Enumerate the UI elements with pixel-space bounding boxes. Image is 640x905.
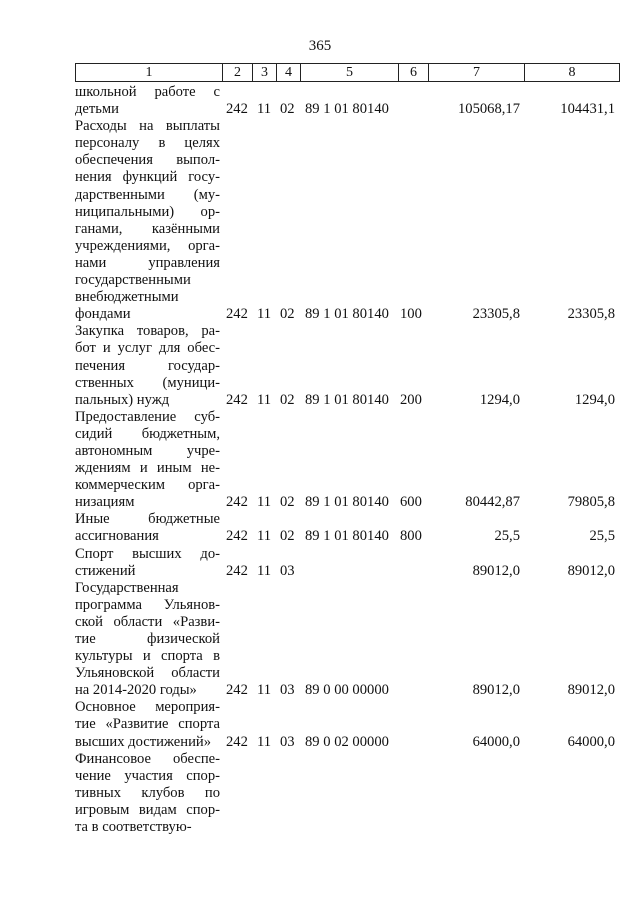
description-line: тие физической bbox=[75, 631, 220, 647]
description-line: чение участия спор- bbox=[75, 767, 220, 784]
description-line: внебюджетными bbox=[75, 289, 179, 306]
description-line: Государственная bbox=[75, 579, 179, 596]
description-line: Расходы на выплаты bbox=[75, 118, 220, 135]
description-line: программа Ульянов- bbox=[75, 596, 220, 613]
description-line: ской области «Разви- bbox=[75, 613, 220, 630]
cell-col-8: 104431,1 bbox=[560, 101, 615, 118]
cell-col-3: 11 bbox=[257, 391, 272, 408]
header-col-8: 8 bbox=[524, 64, 619, 81]
description-line: ганами, казёнными bbox=[75, 220, 220, 237]
description-line: та в соответствую- bbox=[75, 819, 192, 836]
cell-col-2: 242 bbox=[226, 528, 248, 545]
description-line: Спорт высших до- bbox=[75, 545, 220, 562]
table-row bbox=[0, 751, 640, 836]
cell-col-3: 11 bbox=[257, 494, 272, 511]
cell-col-8: 89012,0 bbox=[567, 562, 615, 579]
table-row bbox=[0, 546, 640, 580]
description-line: бот и услуг для обес- bbox=[75, 340, 220, 357]
description-line: культуры и спорта в bbox=[75, 648, 220, 665]
table-row bbox=[0, 511, 640, 545]
row-values bbox=[0, 734, 640, 751]
description-line: детьми bbox=[75, 101, 119, 118]
description-line: нения функций госу- bbox=[75, 169, 220, 186]
row-values bbox=[0, 101, 640, 118]
description-line: Финансовое обеспе- bbox=[75, 750, 220, 767]
description-line: Предоставление суб- bbox=[75, 408, 220, 425]
header-col-1: 1 bbox=[145, 65, 153, 80]
description-line: коммерческим орга- bbox=[75, 477, 220, 494]
cell-col-4: 03 bbox=[280, 562, 295, 579]
cell-col-5: 89 1 01 80140 bbox=[305, 306, 389, 323]
cell-col-4: 03 bbox=[280, 682, 295, 699]
header-col-6: 6 bbox=[398, 64, 428, 81]
description-line: пальных) нужд bbox=[75, 391, 170, 408]
description-line: игровым видам спор- bbox=[75, 801, 220, 818]
description-line: тивных клубов по bbox=[75, 784, 220, 801]
cell-col-3: 11 bbox=[257, 733, 272, 750]
cell-col-8: 64000,0 bbox=[567, 733, 615, 750]
description-line: сидий бюджетным, bbox=[75, 425, 220, 442]
description-line: ственных (муници- bbox=[75, 374, 220, 391]
cell-col-2: 242 bbox=[226, 391, 248, 408]
cell-col-7: 80442,87 bbox=[465, 494, 520, 511]
cell-col-8: 25,5 bbox=[589, 528, 615, 545]
cell-col-8: 23305,8 bbox=[567, 306, 615, 323]
cell-col-5: 89 1 01 80140 bbox=[305, 101, 389, 118]
cell-col-5: 89 1 01 80140 bbox=[305, 528, 389, 545]
row-values bbox=[0, 494, 640, 511]
cell-col-4: 03 bbox=[280, 733, 295, 750]
description-line: Ульяновской области bbox=[75, 665, 220, 682]
table-row bbox=[0, 409, 640, 512]
description-line: печения государ- bbox=[75, 357, 220, 374]
description-line: дарственными (му- bbox=[75, 186, 220, 203]
cell-col-5: 89 1 01 80140 bbox=[305, 391, 389, 408]
cell-col-5: 89 0 02 00000 bbox=[305, 733, 389, 750]
description-line: на 2014-2020 годы» bbox=[75, 682, 197, 699]
description-line: учреждениями, орга- bbox=[75, 237, 220, 254]
cell-col-4: 02 bbox=[280, 306, 295, 323]
header-col-5: 5 bbox=[300, 64, 398, 81]
cell-col-7: 23305,8 bbox=[472, 306, 520, 323]
cell-col-8: 1294,0 bbox=[574, 391, 615, 408]
cell-col-3: 11 bbox=[257, 562, 272, 579]
cell-col-4: 02 bbox=[280, 494, 295, 511]
cell-col-2: 242 bbox=[226, 101, 248, 118]
cell-col-7: 105068,17 bbox=[457, 101, 520, 118]
cell-col-3: 11 bbox=[257, 682, 272, 699]
row-values bbox=[0, 306, 640, 323]
cell-col-7: 25,5 bbox=[494, 528, 520, 545]
cell-col-6: 600 bbox=[400, 494, 422, 511]
cell-col-6: 800 bbox=[400, 528, 422, 545]
row-values bbox=[0, 392, 640, 409]
cell-col-2: 242 bbox=[226, 494, 248, 511]
description-line: школьной работе с bbox=[75, 84, 220, 100]
table-row bbox=[0, 84, 640, 118]
description-line: ниципальными) ор- bbox=[75, 203, 220, 220]
description-line: автономным учре- bbox=[75, 442, 220, 459]
cell-col-8: 89012,0 bbox=[567, 682, 615, 699]
description-line: низациям bbox=[75, 494, 135, 511]
row-values bbox=[0, 682, 640, 699]
cell-col-7: 1294,0 bbox=[479, 391, 520, 408]
row-values bbox=[0, 819, 640, 836]
cell-col-3: 11 bbox=[257, 101, 272, 118]
cell-col-2: 242 bbox=[226, 733, 248, 750]
description-line: государственными bbox=[75, 272, 191, 289]
description-line: Иные бюджетные bbox=[75, 511, 220, 528]
description-line: персоналу в целях bbox=[75, 135, 220, 152]
row-values bbox=[0, 528, 640, 545]
table-row bbox=[0, 118, 640, 323]
cell-col-7: 64000,0 bbox=[472, 733, 520, 750]
cell-col-7: 89012,0 bbox=[472, 562, 520, 579]
cell-col-2: 242 bbox=[226, 562, 248, 579]
description-line: ассигнования bbox=[75, 528, 159, 545]
cell-col-2: 242 bbox=[226, 682, 248, 699]
cell-col-8: 79805,8 bbox=[567, 494, 615, 511]
header-col-2: 2 bbox=[222, 64, 252, 81]
header-col-4: 4 bbox=[276, 64, 300, 81]
cell-col-3: 11 bbox=[257, 528, 272, 545]
cell-col-6: 100 bbox=[400, 306, 422, 323]
description-line: Закупка товаров, ра- bbox=[75, 323, 220, 340]
table-row bbox=[0, 323, 640, 408]
table-row bbox=[0, 580, 640, 700]
cell-col-6: 200 bbox=[400, 391, 422, 408]
description-line: стижений bbox=[75, 562, 136, 579]
header-col-7: 7 bbox=[428, 64, 524, 81]
description-line: фондами bbox=[75, 306, 131, 323]
table-body bbox=[0, 84, 640, 836]
cell-col-4: 02 bbox=[280, 391, 295, 408]
description-line: нами управления bbox=[75, 254, 220, 271]
description-line: обеспечения выпол- bbox=[75, 152, 220, 169]
description-line: тие «Развитие спорта bbox=[75, 716, 220, 733]
table-header bbox=[75, 63, 620, 82]
header-col-3: 3 bbox=[252, 64, 276, 81]
cell-col-5: 89 0 00 00000 bbox=[305, 682, 389, 699]
cell-col-5: 89 1 01 80140 bbox=[305, 494, 389, 511]
cell-col-4: 02 bbox=[280, 101, 295, 118]
cell-col-3: 11 bbox=[257, 306, 272, 323]
row-description bbox=[75, 118, 220, 323]
cell-col-7: 89012,0 bbox=[472, 682, 520, 699]
description-line: ждениям и иным не- bbox=[75, 460, 220, 477]
row-values bbox=[0, 563, 640, 580]
cell-col-4: 02 bbox=[280, 528, 295, 545]
page-number: 365 bbox=[308, 38, 332, 54]
table-row bbox=[0, 699, 640, 750]
cell-col-2: 242 bbox=[226, 306, 248, 323]
description-line: высших достижений» bbox=[75, 733, 212, 750]
description-line: Основное мероприя- bbox=[75, 699, 220, 716]
